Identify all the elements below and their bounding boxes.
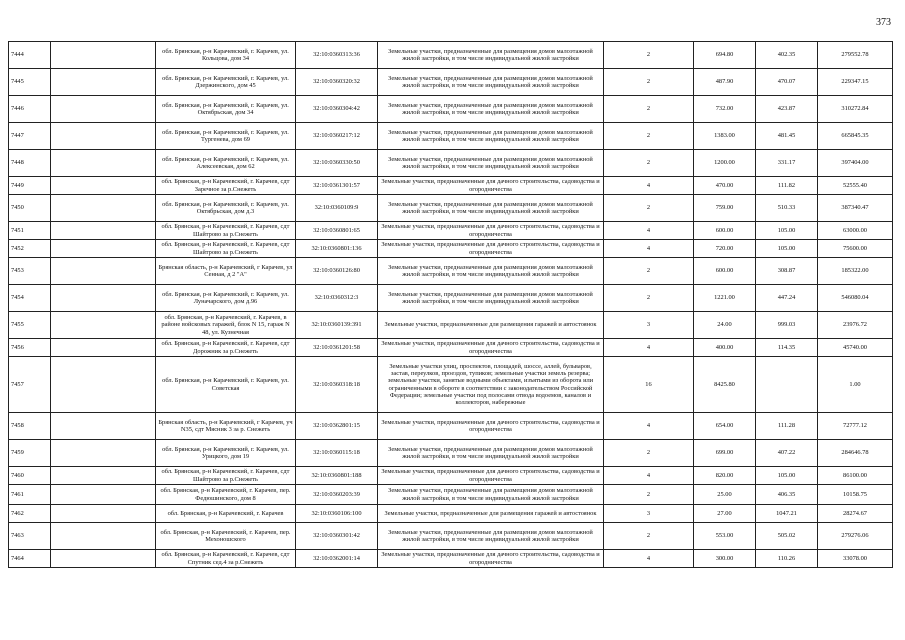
land-use-cell: Земельные участки, предназначенные для размещения домов малоэтажной жилой застройки, в том числе индивидуальной жилой застройки <box>378 285 604 312</box>
cadastral-number-cell: 32:10:0360217:12 <box>296 123 378 150</box>
specific-value-cell: 407.22 <box>756 440 818 467</box>
address-cell: обл. Брянская, р-н Карачевский, г. Карачев, сдт Заречное за р.Снежеть <box>156 177 296 195</box>
specific-value-cell: 406.35 <box>756 485 818 505</box>
table-row <box>9 285 893 312</box>
area-cell: 400.00 <box>694 339 756 357</box>
cadastral-number-cell: 32:10:0361301:57 <box>296 177 378 195</box>
cadastral-number-cell: 32:10:0360301:42 <box>296 523 378 550</box>
blank-cell <box>51 339 156 357</box>
cadastral-value-cell: 33078.00 <box>818 550 893 568</box>
address-cell: Брянская область, р-н Карачевский, г Карачев, уч N35, сдт Мясник 3 за р. Снежеть <box>156 413 296 440</box>
cadastral-value-cell: 10158.75 <box>818 485 893 505</box>
specific-value-cell: 105.00 <box>756 467 818 485</box>
row-number-cell: 7450 <box>9 195 51 222</box>
area-cell: 1200.00 <box>694 150 756 177</box>
table-row <box>9 96 893 123</box>
blank-cell <box>51 258 156 285</box>
table-row <box>9 123 893 150</box>
area-cell: 1221.00 <box>694 285 756 312</box>
use-group-cell: 4 <box>604 550 694 568</box>
blank-cell <box>51 285 156 312</box>
cadastral-value-cell: 28274.67 <box>818 505 893 523</box>
use-group-cell: 2 <box>604 258 694 285</box>
blank-cell <box>51 413 156 440</box>
cadastral-value-cell: 279552.78 <box>818 42 893 69</box>
use-group-cell: 4 <box>604 339 694 357</box>
row-number-cell: 7460 <box>9 467 51 485</box>
blank-cell <box>51 123 156 150</box>
cadastral-number-cell: 32:10:0360801:65 <box>296 222 378 240</box>
area-cell: 759.00 <box>694 195 756 222</box>
area-cell: 694.80 <box>694 42 756 69</box>
table-row <box>9 550 893 568</box>
address-cell: обл. Брянская, р-н Карачевский, г. Карачев, ул. Урицкого, дом 19 <box>156 440 296 467</box>
specific-value-cell: 114.35 <box>756 339 818 357</box>
blank-cell <box>51 523 156 550</box>
specific-value-cell: 402.35 <box>756 42 818 69</box>
blank-cell <box>51 195 156 222</box>
row-number-cell: 7455 <box>9 312 51 339</box>
land-registry-table <box>8 41 893 568</box>
specific-value-cell: 331.17 <box>756 150 818 177</box>
table-row <box>9 312 893 339</box>
cadastral-number-cell: 32:10:0361201:58 <box>296 339 378 357</box>
address-cell: обл. Брянская, р-н Карачевский, г. Карачев, ул. Тургенева, дом 69 <box>156 123 296 150</box>
cadastral-value-cell: 75600.00 <box>818 240 893 258</box>
specific-value-cell: 308.87 <box>756 258 818 285</box>
use-group-cell: 3 <box>604 505 694 523</box>
land-use-cell: Земельные участки, предназначенные для размещения домов малоэтажной жилой застройки, в том числе индивидуальной жилой застройки <box>378 195 604 222</box>
cadastral-value-cell: 284646.78 <box>818 440 893 467</box>
address-cell: обл. Брянская, р-н Карачевский, г. Карачев, ул. Советская <box>156 357 296 413</box>
cadastral-value-cell: 279276.06 <box>818 523 893 550</box>
use-group-cell: 2 <box>604 485 694 505</box>
row-number-cell: 7446 <box>9 96 51 123</box>
land-use-cell: Земельные участки, предназначенные для дачного строительства, садоводства и огородничества <box>378 467 604 485</box>
use-group-cell: 2 <box>604 195 694 222</box>
area-cell: 732.00 <box>694 96 756 123</box>
address-cell: обл. Брянская, р-н Карачевский, г. Карачев, пер. Федюшинского, дом 8 <box>156 485 296 505</box>
area-cell: 27.00 <box>694 505 756 523</box>
specific-value-cell: 111.82 <box>756 177 818 195</box>
address-cell: обл. Брянская, р-н Карачевский, г. Карачев, ул. Октябрьская, дом д.3 <box>156 195 296 222</box>
specific-value-cell: 470.07 <box>756 69 818 96</box>
land-use-cell: Земельные участки, предназначенные для размещения гаражей и автостоянок <box>378 312 604 339</box>
cadastral-value-cell: 72777.12 <box>818 413 893 440</box>
use-group-cell: 2 <box>604 285 694 312</box>
blank-cell <box>51 42 156 69</box>
cadastral-value-cell: 387340.47 <box>818 195 893 222</box>
blank-cell <box>51 150 156 177</box>
blank-cell <box>51 240 156 258</box>
use-group-cell: 2 <box>604 123 694 150</box>
blank-cell <box>51 550 156 568</box>
cadastral-value-cell: 229347.15 <box>818 69 893 96</box>
cadastral-number-cell: 32:10:0360320:32 <box>296 69 378 96</box>
specific-value-cell: 447.24 <box>756 285 818 312</box>
land-use-cell: Земельные участки, предназначенные для дачного строительства, садоводства и огородничества <box>378 222 604 240</box>
blank-cell <box>51 69 156 96</box>
area-cell: 1383.00 <box>694 123 756 150</box>
specific-value-cell: 105.00 <box>756 222 818 240</box>
blank-cell <box>51 312 156 339</box>
row-number-cell: 7457 <box>9 357 51 413</box>
cadastral-value-cell: 665845.35 <box>818 123 893 150</box>
area-cell: 820.00 <box>694 467 756 485</box>
table-row <box>9 357 893 413</box>
row-number-cell: 7451 <box>9 222 51 240</box>
row-number-cell: 7459 <box>9 440 51 467</box>
address-cell: Брянская область, р-н Карачевский, г Карачев, ул Сенная, д 2 "А" <box>156 258 296 285</box>
table-row <box>9 339 893 357</box>
area-cell: 553.00 <box>694 523 756 550</box>
area-cell: 300.00 <box>694 550 756 568</box>
blank-cell <box>51 467 156 485</box>
specific-value-cell: 510.33 <box>756 195 818 222</box>
cadastral-value-cell: 185322.00 <box>818 258 893 285</box>
land-use-cell: Земельные участки, предназначенные для дачного строительства, садоводства и огородничества <box>378 339 604 357</box>
address-cell: обл. Брянская, р-н Карачевский, г. Карачев, ул. Дзержинского, дом 45 <box>156 69 296 96</box>
table-row <box>9 69 893 96</box>
land-use-cell: Земельные участки, предназначенные для размещения домов малоэтажной жилой застройки, в том числе индивидуальной жилой застройки <box>378 258 604 285</box>
cadastral-value-cell: 397404.00 <box>818 150 893 177</box>
area-cell: 470.00 <box>694 177 756 195</box>
area-cell: 25.00 <box>694 485 756 505</box>
cadastral-value-cell: 1.00 <box>818 357 893 413</box>
table-body <box>9 42 893 568</box>
land-use-cell: Земельные участки, предназначенные для дачного строительства, садоводства и огородничества <box>378 413 604 440</box>
address-cell: обл. Брянская, р-н Карачевский, г. Карачев <box>156 505 296 523</box>
land-use-cell: Земельные участки, предназначенные для размещения домов малоэтажной жилой застройки, в том числе индивидуальной жилой застройки <box>378 96 604 123</box>
table-row <box>9 467 893 485</box>
row-number-cell: 7449 <box>9 177 51 195</box>
table-row <box>9 177 893 195</box>
row-number-cell: 7444 <box>9 42 51 69</box>
use-group-cell: 3 <box>604 312 694 339</box>
area-cell: 600.00 <box>694 258 756 285</box>
area-cell: 487.90 <box>694 69 756 96</box>
row-number-cell: 7454 <box>9 285 51 312</box>
cadastral-number-cell: 32:10:0362001:14 <box>296 550 378 568</box>
specific-value-cell: 505.02 <box>756 523 818 550</box>
specific-value-cell: 1047.21 <box>756 505 818 523</box>
area-cell: 654.00 <box>694 413 756 440</box>
row-number-cell: 7452 <box>9 240 51 258</box>
row-number-cell: 7447 <box>9 123 51 150</box>
address-cell: обл. Брянская, р-н Карачевский, г. Карачев, сдт Шайтрово за р.Снежеть <box>156 467 296 485</box>
cadastral-number-cell: 32:10:0360330:50 <box>296 150 378 177</box>
cadastral-number-cell: 32:10:0362801:15 <box>296 413 378 440</box>
address-cell: обл. Брянская, р-н Карачевский, г. Карачев, ул. Кольцова, дом 34 <box>156 42 296 69</box>
use-group-cell: 4 <box>604 240 694 258</box>
table-row <box>9 240 893 258</box>
cadastral-number-cell: 32:10:0360304:42 <box>296 96 378 123</box>
land-use-cell: Земельные участки, предназначенные для размещения домов малоэтажной жилой застройки, в том числе индивидуальной жилой застройки <box>378 150 604 177</box>
land-use-cell: Земельные участки, предназначенные для размещения домов малоэтажной жилой застройки, в том числе индивидуальной жилой застройки <box>378 42 604 69</box>
use-group-cell: 2 <box>604 523 694 550</box>
cadastral-value-cell: 546080.04 <box>818 285 893 312</box>
row-number-cell: 7463 <box>9 523 51 550</box>
land-use-cell: Земельные участки, предназначенные для размещения домов малоэтажной жилой застройки, в том числе индивидуальной жилой застройки <box>378 440 604 467</box>
address-cell: обл. Брянская, р-н Карачевский, г. Карачев, сдт Дорожник за р.Снежеть <box>156 339 296 357</box>
blank-cell <box>51 222 156 240</box>
table-row <box>9 222 893 240</box>
address-cell: обл. Брянская, р-н Карачевский, г. Карачев, ул. Алексеевская, дом 62 <box>156 150 296 177</box>
cadastral-value-cell: 63000.00 <box>818 222 893 240</box>
cadastral-value-cell: 23976.72 <box>818 312 893 339</box>
cadastral-value-cell: 86100.00 <box>818 467 893 485</box>
table-row <box>9 150 893 177</box>
cadastral-number-cell: 32:10:0360109:9 <box>296 195 378 222</box>
area-cell: 720.00 <box>694 240 756 258</box>
blank-cell <box>51 96 156 123</box>
address-cell: обл. Брянская, р-н Карачевский, г. Карачев, сдт Шайтрово за р.Снежеть <box>156 222 296 240</box>
cadastral-value-cell: 310272.84 <box>818 96 893 123</box>
blank-cell <box>51 357 156 413</box>
cadastral-number-cell: 32:10:0360313:36 <box>296 42 378 69</box>
use-group-cell: 4 <box>604 413 694 440</box>
cadastral-value-cell: 52555.40 <box>818 177 893 195</box>
blank-cell <box>51 505 156 523</box>
address-cell: обл. Брянская, р-н Карачевский, г. Карачев, пер. Мехоношского <box>156 523 296 550</box>
row-number-cell: 7445 <box>9 69 51 96</box>
area-cell: 8425.80 <box>694 357 756 413</box>
land-use-cell: Земельные участки, предназначенные для размещения домов малоэтажной жилой застройки, в том числе индивидуальной жилой застройки <box>378 485 604 505</box>
address-cell: обл. Брянская, р-н Карачевский, г. Карачев, ул. Луначарского, дом д.96 <box>156 285 296 312</box>
use-group-cell: 16 <box>604 357 694 413</box>
cadastral-number-cell: 32:10:0360115:18 <box>296 440 378 467</box>
blank-cell <box>51 177 156 195</box>
address-cell: обл. Брянская, р-н Карачевский, г. Карачев, ул. Октябрьская, дом 34 <box>156 96 296 123</box>
row-number-cell: 7461 <box>9 485 51 505</box>
specific-value-cell <box>756 357 818 413</box>
specific-value-cell: 481.45 <box>756 123 818 150</box>
table-row <box>9 505 893 523</box>
land-use-cell: Земельные участки, предназначенные для размещения домов малоэтажной жилой застройки, в том числе индивидуальной жилой застройки <box>378 523 604 550</box>
area-cell: 600.00 <box>694 222 756 240</box>
land-use-cell: Земельные участки, предназначенные для дачного строительства, садоводства и огородничества <box>378 550 604 568</box>
use-group-cell: 2 <box>604 96 694 123</box>
page-number: 373 <box>876 17 891 28</box>
table-row <box>9 485 893 505</box>
row-number-cell: 7462 <box>9 505 51 523</box>
address-cell: обл. Брянская, р-н Карачевский, г. Карачев, в районе войсковых гаражей, блок N 15, гараж N 48, ул. Кузнечная <box>156 312 296 339</box>
land-use-cell: Земельные участки, предназначенные для размещения гаражей и автостоянок <box>378 505 604 523</box>
specific-value-cell: 111.28 <box>756 413 818 440</box>
cadastral-number-cell: 32:10:0360203:39 <box>296 485 378 505</box>
blank-cell <box>51 485 156 505</box>
specific-value-cell: 105.00 <box>756 240 818 258</box>
specific-value-cell: 999.03 <box>756 312 818 339</box>
row-number-cell: 7464 <box>9 550 51 568</box>
use-group-cell: 2 <box>604 42 694 69</box>
table-row <box>9 258 893 285</box>
blank-cell <box>51 440 156 467</box>
address-cell: обл. Брянская, р-н Карачевский, г. Карачев, сдт Шайтрово за р.Снежеть <box>156 240 296 258</box>
cadastral-number-cell: 32:10:0360126:80 <box>296 258 378 285</box>
table-row <box>9 42 893 69</box>
cadastral-number-cell: 32:10:0360312:3 <box>296 285 378 312</box>
specific-value-cell: 110.26 <box>756 550 818 568</box>
land-use-cell: Земельные участки улиц, проспектов, площадей, шоссе, аллей, бульваров, застав, переулков, проездов, тупиков; земельные участки земель резерва; земельные участки, занятые водными объектами, изъятыми из оборота или ограниченными в обороте в соответствии с законодательством Российской Федерации; земельные участки под полосами отвода водоемов, каналов и коллекторов, набережные <box>378 357 604 413</box>
land-use-cell: Земельные участки, предназначенные для дачного строительства, садоводства и огородничества <box>378 177 604 195</box>
cadastral-number-cell: 32:10:0360139:391 <box>296 312 378 339</box>
cadastral-number-cell: 32:10:0360318:18 <box>296 357 378 413</box>
cadastral-number-cell: 32:10:0360801:188 <box>296 467 378 485</box>
land-use-cell: Земельные участки, предназначенные для размещения домов малоэтажной жилой застройки, в том числе индивидуальной жилой застройки <box>378 69 604 96</box>
area-cell: 699.00 <box>694 440 756 467</box>
use-group-cell: 4 <box>604 467 694 485</box>
row-number-cell: 7448 <box>9 150 51 177</box>
use-group-cell: 4 <box>604 177 694 195</box>
cadastral-value-cell: 45740.00 <box>818 339 893 357</box>
use-group-cell: 2 <box>604 440 694 467</box>
use-group-cell: 2 <box>604 150 694 177</box>
row-number-cell: 7456 <box>9 339 51 357</box>
table-row <box>9 523 893 550</box>
use-group-cell: 4 <box>604 222 694 240</box>
row-number-cell: 7458 <box>9 413 51 440</box>
cadastral-number-cell: 32:10:0360106:100 <box>296 505 378 523</box>
land-use-cell: Земельные участки, предназначенные для дачного строительства, садоводства и огородничества <box>378 240 604 258</box>
use-group-cell: 2 <box>604 69 694 96</box>
land-use-cell: Земельные участки, предназначенные для размещения домов малоэтажной жилой застройки, в том числе индивидуальной жилой застройки <box>378 123 604 150</box>
table-row <box>9 440 893 467</box>
specific-value-cell: 423.87 <box>756 96 818 123</box>
table-row <box>9 195 893 222</box>
address-cell: обл. Брянская, р-н Карачевский, г. Карачев, сдт Спутник сед.4 за р.Снежеть <box>156 550 296 568</box>
table-row <box>9 413 893 440</box>
cadastral-number-cell: 32:10:0360801:136 <box>296 240 378 258</box>
row-number-cell: 7453 <box>9 258 51 285</box>
area-cell: 24.00 <box>694 312 756 339</box>
